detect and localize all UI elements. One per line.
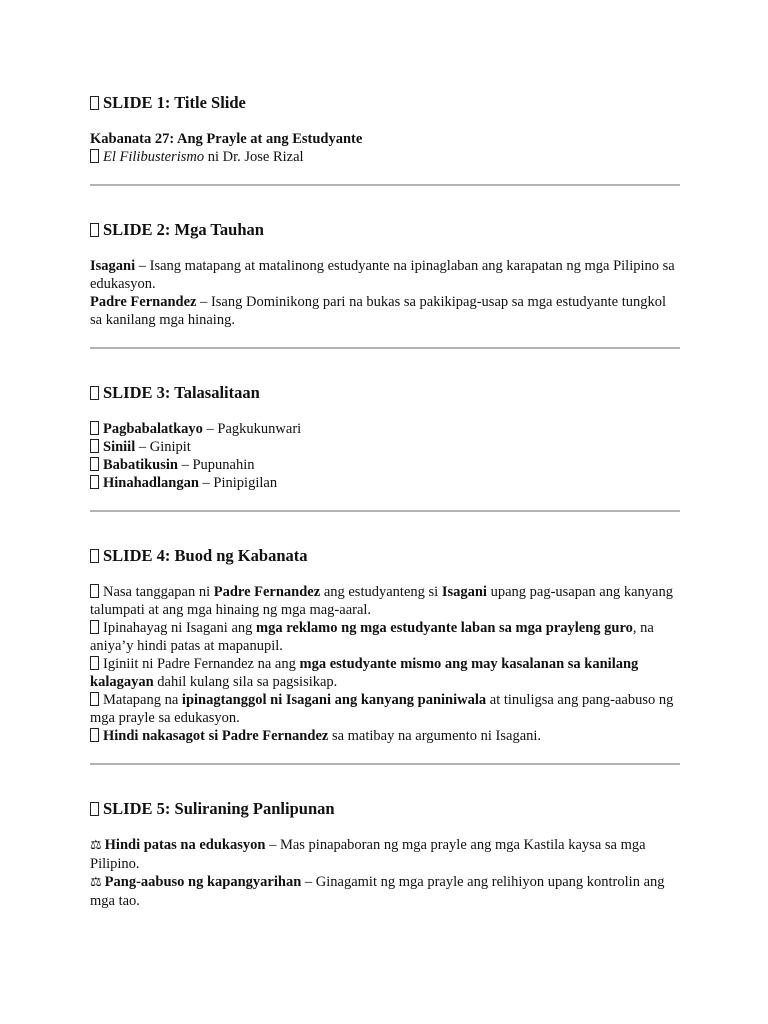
bold-text: Isagani: [90, 258, 136, 274]
text-run: ni Dr. Jose Rizal: [204, 149, 304, 165]
missing-glyph-icon: [90, 439, 99, 453]
body-line: [90, 257, 680, 293]
text-run: upang pag-usapan ang kanyang talumpati at ang mga hinaing ng mga mag-aaral.: [90, 584, 673, 618]
slide-1-body: [90, 130, 680, 166]
text-run: Matapang na: [103, 692, 182, 708]
slide-3-body: [90, 420, 680, 492]
bold-text: Padre Fernandez: [90, 294, 197, 310]
bold-text: Kabanata 27: Ang Prayle at ang Estudyante: [90, 131, 363, 147]
text-run: sa matibay na argumento ni Isagani.: [328, 728, 542, 744]
text-run: – Mas pinapaboran ng mga prayle ang mga Kastila kaysa sa mga Pilipino.: [90, 837, 646, 872]
slide-2-section: [90, 219, 680, 329]
body-line: [90, 619, 680, 655]
missing-glyph-icon: [90, 149, 99, 163]
missing-glyph-icon: [90, 475, 99, 489]
bold-text: Siniil: [103, 439, 136, 455]
missing-glyph-icon: [90, 223, 99, 237]
bold-text: Pang-aabuso ng kapangyarihan: [104, 874, 302, 890]
bold-text: mga estudyante mismo ang may kasalanan sa kanilang kalagayan: [90, 656, 639, 690]
missing-glyph-icon: [90, 421, 99, 435]
italic-text: El Filibusterismo: [103, 149, 205, 165]
missing-glyph-icon: [90, 584, 99, 598]
text-run: , na aniya’y hindi patas at mapanupil.: [90, 620, 654, 654]
body-line: [90, 583, 680, 619]
slide-4-heading: SLIDE 4: Buod ng Kabanata: [90, 545, 680, 567]
text-run: – Isang matapang at matalinong estudyante na ipinaglaban ang karapatan ng mga Pilipino sa edukasyon.: [90, 258, 675, 292]
body-line: [90, 655, 680, 691]
missing-glyph-icon: [90, 692, 99, 706]
slide-1-heading: SLIDE 1: Title Slide: [90, 92, 680, 114]
bold-text: Padre Fernandez: [213, 584, 321, 600]
missing-glyph-icon: [90, 728, 99, 742]
slide-5-section: [90, 798, 680, 910]
body-line: [90, 293, 680, 329]
body-line: [90, 148, 680, 166]
bold-text: mga reklamo ng mga estudyante laban sa mga prayleng guro: [256, 620, 633, 636]
body-line: [90, 420, 680, 438]
slide-3-heading: SLIDE 3: Talasalitaan: [90, 382, 680, 404]
missing-glyph-icon: [90, 457, 99, 471]
body-line: [90, 727, 680, 745]
section-divider: [90, 347, 680, 349]
bold-text: Hindi nakasagot si Padre Fernandez: [103, 728, 329, 744]
body-line: [90, 456, 680, 474]
text-run: – Ginipit: [135, 439, 191, 455]
slide-2-body: [90, 257, 680, 329]
text-run: ang estudyanteng si: [320, 584, 442, 600]
slide-1-section: [90, 92, 680, 166]
text-run: – Pagkukunwari: [202, 421, 302, 437]
missing-glyph-icon: [90, 386, 99, 400]
body-line: [90, 130, 680, 148]
scales-icon: ⚖: [90, 838, 102, 853]
section-divider: [90, 763, 680, 765]
scales-icon: ⚖: [90, 875, 102, 890]
document-content: [90, 92, 680, 910]
body-line: [90, 873, 680, 910]
slide-2-heading: SLIDE 2: Mga Tauhan: [90, 219, 680, 241]
text-run: – Pinipigilan: [198, 475, 278, 491]
bold-text: Isagani: [441, 584, 487, 600]
missing-glyph-icon: [90, 549, 99, 563]
bold-text: Hinahadlangan: [103, 475, 199, 491]
missing-glyph-icon: [90, 96, 99, 110]
slide-5-body: [90, 836, 680, 910]
text-run: – Isang Dominikong pari na bukas sa pakikipag-usap sa mga estudyante tungkol sa kanilang mga hinaing.: [90, 294, 666, 328]
slide-4-section: [90, 545, 680, 745]
missing-glyph-icon: [90, 802, 99, 816]
body-line: [90, 836, 680, 873]
bold-text: Babatikusin: [103, 457, 178, 473]
bold-text: Hindi patas na edukasyon: [104, 837, 266, 853]
text-run: – Pupunahin: [177, 457, 255, 473]
missing-glyph-icon: [90, 656, 99, 670]
section-divider: [90, 510, 680, 512]
text-run: – Ginagamit ng mga prayle ang relihiyon upang kontrolin ang mga tao.: [90, 874, 665, 909]
missing-glyph-icon: [90, 620, 99, 634]
text-run: Iginiit ni Padre Fernandez na ang: [103, 656, 300, 672]
body-line: [90, 438, 680, 456]
bold-text: ipinagtanggol ni Isagani ang kanyang paniniwala: [181, 692, 487, 708]
text-run: Nasa tanggapan ni: [103, 584, 214, 600]
text-run: at tinuligsa ang pang-aabuso ng mga prayle sa edukasyon.: [90, 692, 674, 726]
slide-4-body: [90, 583, 680, 745]
section-divider: [90, 184, 680, 186]
slide-5-heading: SLIDE 5: Suliraning Panlipunan: [90, 798, 680, 820]
slide-3-section: [90, 382, 680, 492]
text-run: dahil kulang sila sa pagsisikap.: [153, 674, 338, 690]
text-run: Ipinahayag ni Isagani ang: [103, 620, 257, 636]
body-line: [90, 474, 680, 492]
body-line: [90, 691, 680, 727]
bold-text: Pagbabalatkayo: [103, 421, 203, 437]
